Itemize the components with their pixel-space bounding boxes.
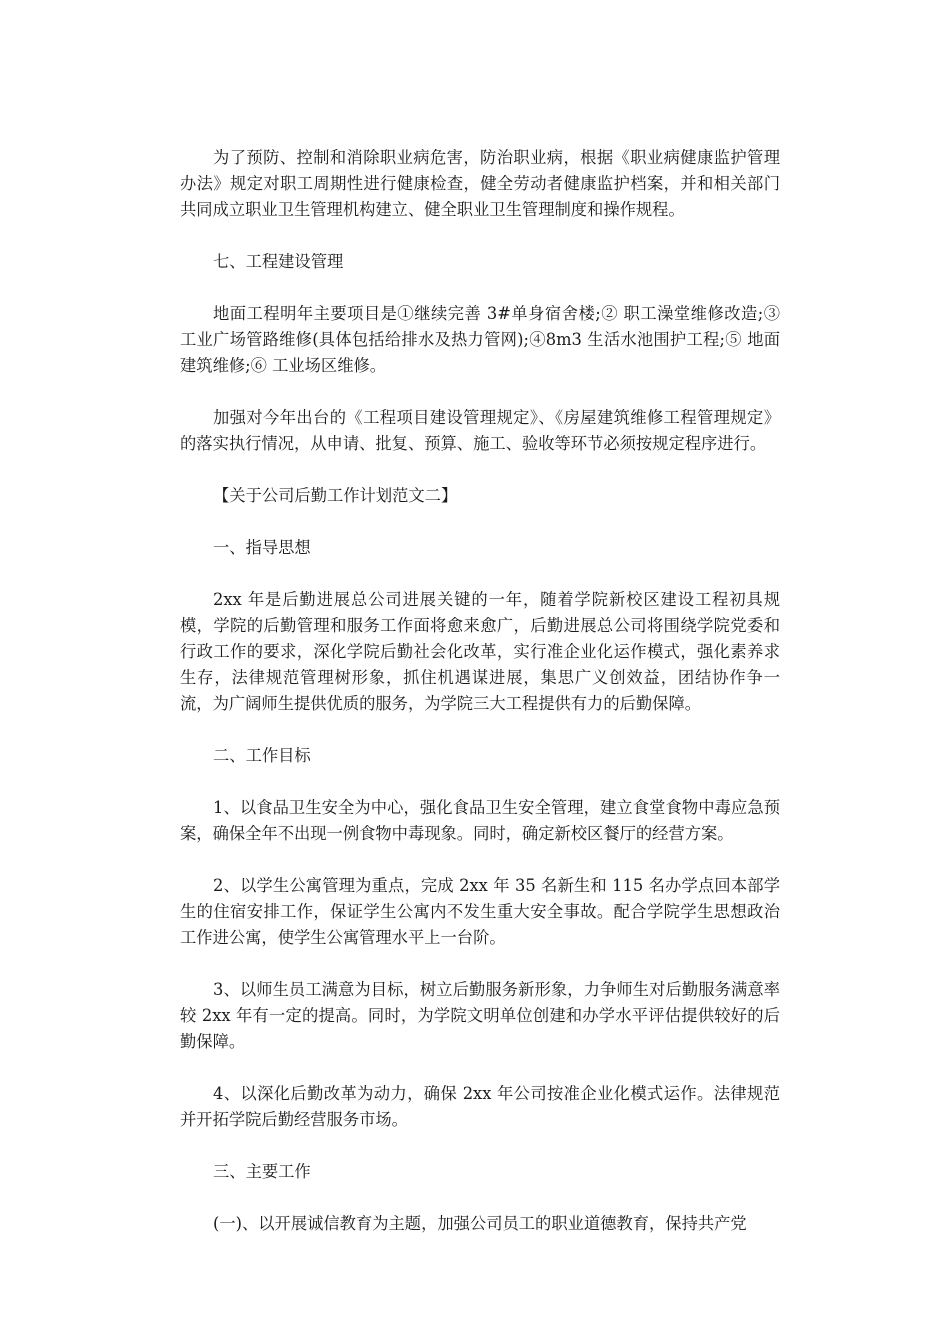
section-heading-engineering: 七、工程建设管理	[213, 252, 344, 271]
paragraph-guiding-ideology: 2xx 年是后勤进展总公司进展关键的一年，随着学院新校区建设工程初具规模，学院的后勤管理和服务工作面将愈来愈广，后勤进展总公司将围绕学院党委和行政工作的要求，深化学院后勤社会化改革，实行准企业化运作模式，强化素养求生存，法律规范管理树形象，抓住机遇谋进展，集思广义创效益，团结协作争一流，为广阔师生提供优质的服务，为学院三大工程提供有力的后勤保障。	[180, 590, 780, 713]
paragraph-regulations: 加强对今年出台的《工程项目建设管理规定》、《房屋建筑维修工程管理规定》的落实执行情况，从申请、批复、预算、施工、验收等环节必须按规定程序进行。	[180, 408, 780, 453]
paragraph-goal-4: 4、以深化后勤改革为动力，确保 2xx 年公司按准企业化模式运作。法律规范并开拓学院后勤经营服务市场。	[180, 1084, 780, 1129]
paragraph-goal-3: 3、以师生员工满意为目标，树立后勤服务新形象，力争师生对后勤服务满意率较 2xx 年有一定的提高。同时，为学院文明单位创建和办学水平评估提供较好的后勤保障。	[180, 980, 780, 1051]
paragraph-goal-1: 1、以食品卫生安全为中心，强化食品卫生安全管理，建立食堂食物中毒应急预案，确保全年不出现一例食物中毒现象。同时，确定新校区餐厅的经营方案。	[180, 798, 780, 843]
article-title-two: 【关于公司后勤工作计划范文二】	[213, 486, 458, 505]
document-page	[180, 145, 780, 1237]
paragraph-main-work-1: (一)、以开展诚信教育为主题，加强公司员工的职业道德教育，保持共产党	[213, 1214, 747, 1233]
paragraph-goal-2: 2、以学生公寓管理为重点，完成 2xx 年 35 名新生和 115 名办学点回本部学生的住宿安排工作，保证学生公寓内不发生重大安全事故。配合学院学生思想政治工作进公寓，使学生公寓管理水平上一台阶。	[180, 876, 780, 947]
section-heading-work-goals: 二、工作目标	[213, 746, 311, 765]
paragraph-ground-projects: 地面工程明年主要项目是①继续完善 3#单身宿舍楼;② 职工澡堂维修改造;③ 工业广场管路维修(具体包括给排水及热力管网);④8m3 生活水池围护工程;⑤ 地面建筑维修;⑥ 工业场区维修。	[180, 304, 780, 375]
section-heading-guiding-ideology: 一、指导思想	[213, 538, 311, 557]
paragraph-occupational-health: 为了预防、控制和消除职业病危害，防治职业病，根据《职业病健康监护管理办法》规定对职工周期性进行健康检查，健全劳动者健康监护档案，并和相关部门共同成立职业卫生管理机构建立、健全职业卫生管理制度和操作规程。	[180, 148, 780, 219]
section-heading-main-work: 三、主要工作	[213, 1162, 311, 1181]
